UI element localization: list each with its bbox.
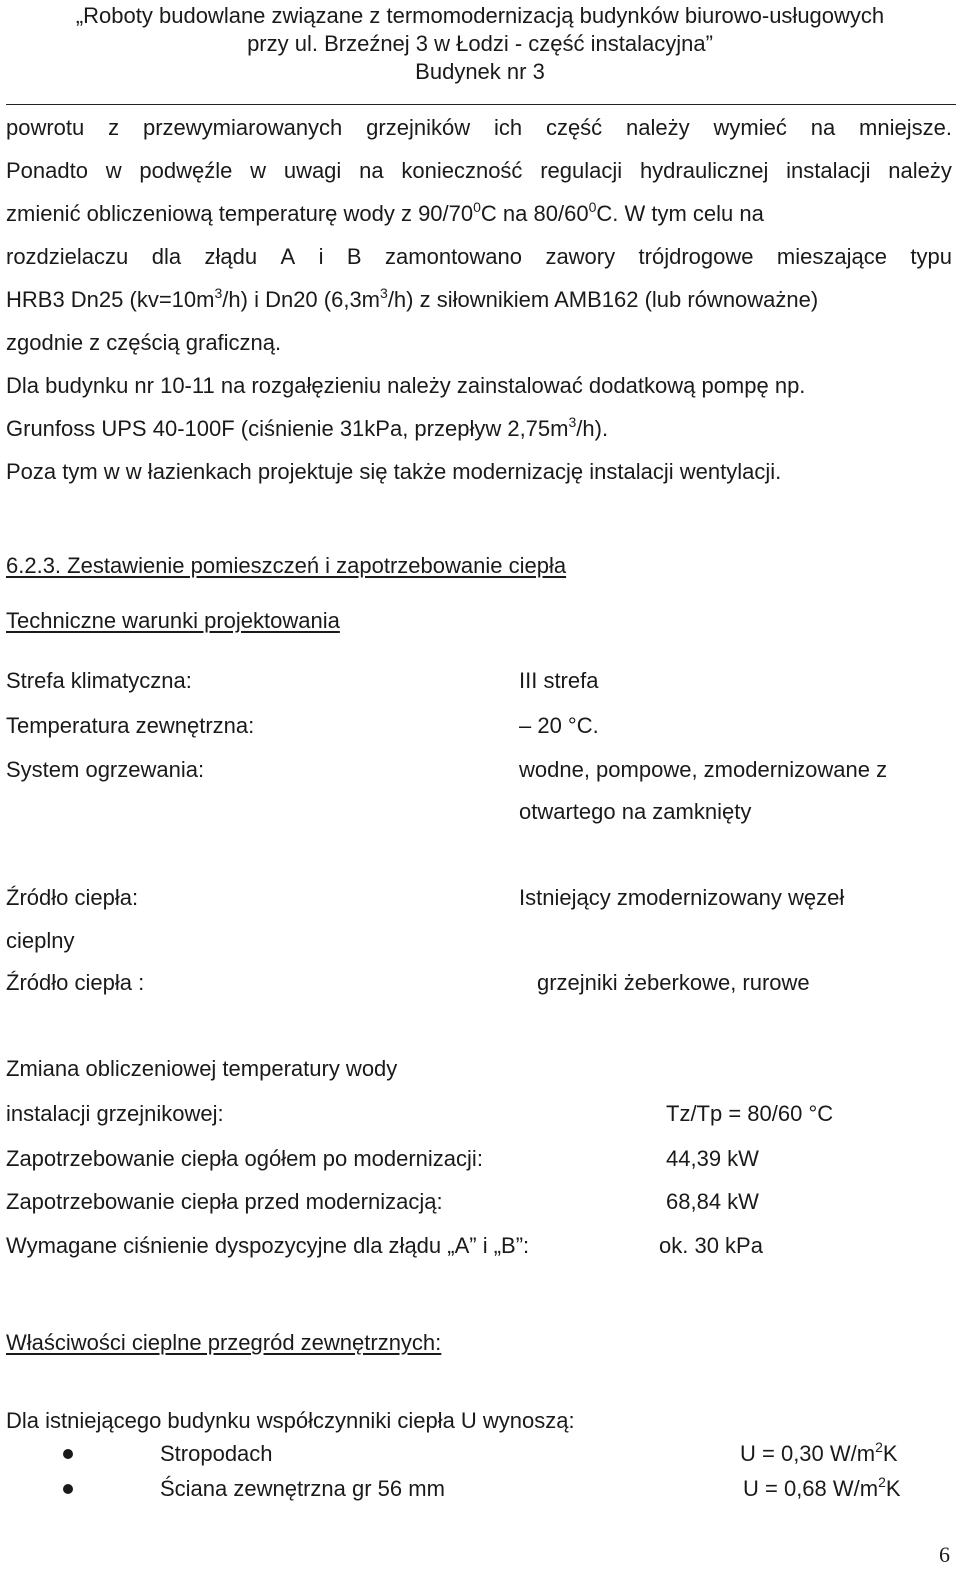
word: i: [318, 244, 324, 269]
word: dla: [151, 244, 182, 269]
paragraph-line-4: [6, 244, 952, 270]
cubic-superscript: 3: [380, 285, 388, 301]
square-superscript: 2: [875, 1439, 883, 1455]
paragraph-line-3-part-a: zmienić obliczeniową temperaturę wody z 90/70: [6, 201, 474, 226]
cubic-superscript: 3: [568, 414, 577, 430]
thermal-properties-intro: Dla istniejącego budynku współczynniki ciepła U wynoszą:: [6, 1408, 575, 1433]
word: hydraulicznej: [639, 158, 769, 183]
heat-source-value: Istniejący zmodernizowany węzeł: [519, 885, 845, 910]
temp-change-value: Tz/Tp = 80/60 °C: [666, 1101, 834, 1126]
word: grzejników: [366, 115, 471, 140]
word: rozdzielaczu: [6, 244, 129, 269]
square-superscript: 2: [878, 1474, 886, 1490]
word: B: [346, 244, 362, 269]
heat-demand-before-value: 68,84 kW: [666, 1189, 759, 1214]
heat-demand-after-label: Zapotrzebowanie ciepła ogółem po modernizacji:: [6, 1146, 483, 1171]
paragraph-line-3: [6, 201, 952, 227]
word: część: [545, 115, 603, 140]
u-value-unit: K: [882, 1441, 898, 1466]
paragraph-line-6: zgodnie z częścią graficzną.: [6, 330, 282, 355]
paragraph-line-8-part-b: /h).: [576, 416, 609, 441]
property-item-value: [740, 1441, 898, 1467]
property-item-label: Stropodach: [160, 1441, 273, 1466]
property-item-label: Ściana zewnętrzna gr 56 mm: [160, 1476, 445, 1501]
word: ich: [493, 115, 523, 140]
paragraph-line-8-part-a: Grunfoss UPS 40-100F (ciśnienie 31kPa, przepływ 2,75m: [6, 416, 569, 441]
word: w: [250, 158, 267, 183]
heat-demand-after-value: 44,39 kW: [666, 1146, 759, 1171]
degree-superscript: 0: [473, 199, 481, 215]
paragraph-line-1: [6, 115, 952, 141]
word: należy: [626, 115, 690, 140]
paragraph-line-7: Dla budynku nr 10-11 na rozgałęzieniu należy zainstalować dodatkową pompę np.: [6, 373, 806, 398]
word: zawory: [545, 244, 616, 269]
property-item-value: [743, 1476, 901, 1502]
paragraph-line-5-part-a: HRB3 Dn25 (kv=10m: [6, 287, 215, 312]
word: A: [280, 244, 296, 269]
word: złądu: [204, 244, 258, 269]
temp-change-label-line2: instalacji grzejnikowej:: [6, 1101, 224, 1126]
pressure-label: Wymagane ciśnienie dyspozycyjne dla złądu „A” i „B”:: [6, 1233, 530, 1258]
word: na: [359, 158, 384, 183]
word: instalacji: [786, 158, 871, 183]
word: regulacji: [540, 158, 623, 183]
heat-emitter-label: Źródło ciepła :: [6, 970, 145, 995]
paragraph-line-5-part-c: /h) z siłownikiem AMB162 (lub równoważne): [387, 287, 819, 312]
u-value-text: U = 0,68 W/m: [743, 1476, 879, 1501]
word: mieszające: [776, 244, 887, 269]
temp-change-label-line1: Zmiana obliczeniowej temperatury wody: [6, 1056, 398, 1081]
word: wymieć: [713, 115, 787, 140]
paragraph-line-2: [6, 158, 952, 184]
header-divider: [6, 104, 956, 105]
word: powrotu: [6, 115, 85, 140]
heating-system-value-cont: otwartego na zamknięty: [519, 799, 752, 824]
word: mniejsze.: [859, 115, 952, 140]
word: zamontowano: [385, 244, 523, 269]
header-title-line3: Budynek nr 3: [415, 59, 545, 84]
bullet-icon: [63, 1449, 73, 1459]
header-title-line2: przy ul. Brzeźnej 3 w Łodzi - część instalacyjna”: [247, 31, 713, 56]
pressure-value: ok. 30 kPa: [659, 1233, 763, 1258]
paragraph-line-5: [6, 287, 818, 313]
thermal-properties-heading: Właściwości cieplne przegród zewnętrznych:: [6, 1330, 442, 1355]
heating-system-value: wodne, pompowe, zmodernizowane z: [519, 757, 888, 782]
word: w: [105, 158, 122, 183]
u-value-unit: K: [885, 1476, 901, 1501]
section-subheading: Techniczne warunki projektowania: [6, 608, 340, 633]
word: Ponadto: [6, 158, 88, 183]
heat-source-value-cont: cieplny: [6, 928, 75, 953]
paragraph-line-3-part-c: C. W tym celu na: [596, 201, 764, 226]
climate-zone-label: Strefa klimatyczna:: [6, 668, 192, 693]
page-number: 6: [939, 1542, 950, 1567]
degree-superscript: 0: [588, 199, 597, 215]
heat-demand-before-label: Zapotrzebowanie ciepła przed modernizacją:: [6, 1189, 443, 1214]
word: należy: [888, 158, 952, 183]
paragraph-line-9: Poza tym w w łazienkach projektuje się także modernizację instalacji wentylacji.: [6, 459, 782, 484]
document-header: [0, 2, 960, 86]
word: z: [108, 115, 120, 140]
paragraph-line-3-part-b: C na 80/60: [480, 201, 589, 226]
heat-emitter-value: grzejniki żeberkowe, rurowe: [537, 970, 810, 995]
word: podwęźle: [139, 158, 233, 183]
paragraph-line-5-part-b: /h) i Dn20 (6,3m: [222, 287, 381, 312]
word: typu: [910, 244, 952, 269]
paragraph-line-8: [6, 416, 608, 442]
outdoor-temp-value: – 20 °C.: [519, 713, 599, 738]
climate-zone-value: III strefa: [519, 668, 599, 693]
heat-source-label: Źródło ciepła:: [6, 885, 139, 910]
outdoor-temp-label: Temperatura zewnętrzna:: [6, 713, 255, 738]
word: przewymiarowanych: [143, 115, 343, 140]
section-heading: 6.2.3. Zestawienie pomieszczeń i zapotrzebowanie ciepła: [6, 553, 567, 578]
word: trójdrogowe: [638, 244, 754, 269]
header-title-line1: „Roboty budowlane związane z termomodernizacją budynków biurowo-usługowych: [75, 3, 885, 28]
word: konieczność: [401, 158, 523, 183]
u-value-text: U = 0,30 W/m: [740, 1441, 876, 1466]
bullet-icon: [63, 1484, 73, 1494]
word: uwagi: [283, 158, 342, 183]
cubic-superscript: 3: [214, 285, 223, 301]
heating-system-label: System ogrzewania:: [6, 757, 205, 782]
word: na: [810, 115, 836, 140]
